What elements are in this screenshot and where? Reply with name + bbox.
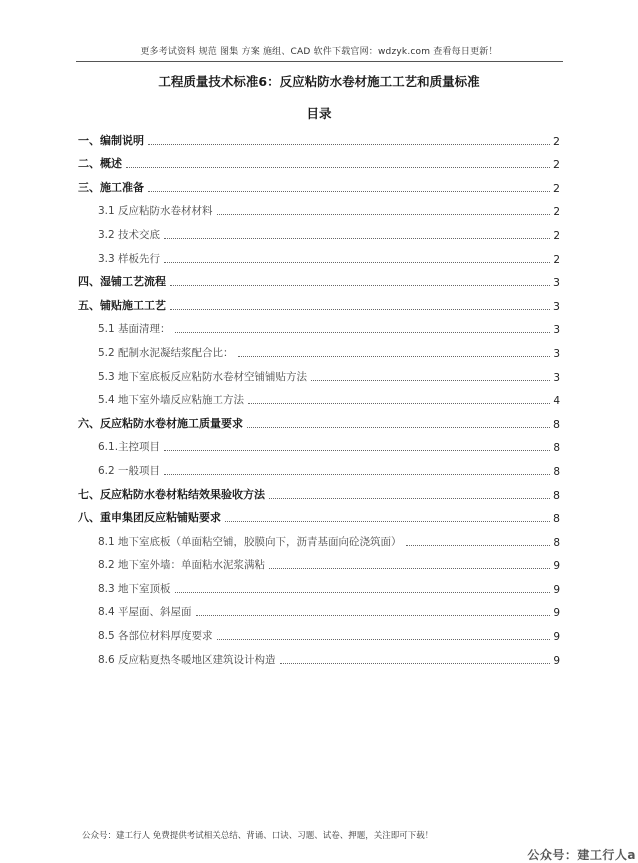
toc-dot-leader [248, 403, 550, 404]
document-title: 工程质量技术标准6：反应粘防水卷材施工工艺和质量标准 [158, 74, 480, 89]
toc-entry-label: 三、施工准备 [78, 180, 144, 194]
toc-entry-page-number: 2 [553, 253, 560, 266]
toc-entry-page-number: 9 [553, 560, 560, 573]
toc-entry-page-number: 8 [553, 442, 560, 455]
toc-entry[interactable] [78, 478, 560, 502]
toc-dot-leader [269, 568, 550, 569]
toc-entry-label: 8.2 地下室外墙：单面粘水泥浆满粘 [98, 559, 266, 572]
header-divider [76, 61, 563, 62]
toc-entry-label: 七、反应粘防水卷材粘结效果验收方法 [78, 487, 265, 501]
table-of-contents [78, 124, 560, 667]
toc-entry[interactable] [78, 289, 560, 313]
toc-heading: 目录 [306, 106, 332, 121]
toc-entry-label: 5.4 地下室外墙反应粘施工方法 [98, 394, 245, 407]
toc-entry-label: 8.1 地下室底板（单面粘空铺，胶膜向下，沥青基面向砼浇筑面） [98, 535, 402, 548]
toc-entry[interactable] [78, 596, 560, 620]
toc-dot-leader [280, 663, 551, 664]
toc-dot-leader [196, 615, 551, 616]
toc-entry-label: 3.2 技术交底 [98, 228, 161, 241]
toc-entry-label: 一、编制说明 [78, 133, 144, 147]
toc-entry-label: 5.2 配制水泥凝结浆配合比： [98, 346, 234, 359]
toc-entry-label: 8.3 地下室顶板 [98, 582, 171, 595]
toc-entry-page-number: 2 [553, 158, 560, 172]
toc-entry-page-number: 8 [553, 512, 560, 526]
toc-dot-leader [175, 332, 551, 333]
toc-entry[interactable] [78, 525, 560, 549]
toc-dot-leader [269, 498, 550, 499]
toc-entry-page-number: 9 [553, 631, 560, 644]
toc-entry[interactable] [78, 619, 560, 643]
toc-dot-leader [175, 592, 551, 593]
toc-entry[interactable] [78, 218, 560, 242]
toc-entry-page-number: 2 [553, 181, 560, 195]
toc-entry-page-number: 2 [553, 229, 560, 242]
toc-entry-page-number: 4 [553, 395, 560, 408]
toc-entry[interactable] [78, 195, 560, 219]
toc-dot-leader [164, 474, 550, 475]
toc-entry-label: 6.1.主控项目 [98, 441, 161, 454]
toc-entry-page-number: 8 [553, 536, 560, 549]
toc-entry-label: 8.5 各部位材料厚度要求 [98, 630, 213, 643]
toc-entry[interactable] [78, 454, 560, 478]
toc-dot-leader [164, 262, 550, 263]
toc-dot-leader [225, 521, 550, 522]
toc-entry[interactable] [78, 384, 560, 408]
toc-entry-page-number: 3 [553, 371, 560, 384]
toc-entry-page-number: 8 [553, 465, 560, 478]
toc-dot-leader [126, 167, 550, 168]
toc-entry-page-number: 2 [553, 134, 560, 148]
toc-entry-page-number: 2 [553, 206, 560, 219]
footer-note: 公众号：建工行人 免费提供考试相关总结、背诵、口诀、习题、试卷、押题，关注即可下载！ [82, 831, 434, 841]
toc-dot-leader [238, 356, 551, 357]
toc-dot-leader [170, 285, 550, 286]
toc-dot-leader [148, 144, 550, 145]
toc-entry-page-number: 3 [553, 347, 560, 360]
toc-entry[interactable] [78, 336, 560, 360]
header-note: 更多考试资料 规范 图集 方案 施组、CAD 软件下载官网：wdzyk.com 查看每日更新！ [140, 47, 498, 57]
toc-entry-label: 五、铺贴施工工艺 [78, 298, 166, 312]
toc-dot-leader [148, 191, 550, 192]
toc-entry[interactable] [78, 572, 560, 596]
toc-dot-leader [311, 380, 550, 381]
toc-entry[interactable] [78, 124, 560, 148]
toc-entry[interactable] [78, 407, 560, 431]
toc-entry-label: 5.3 地下室底板反应粘防水卷材空铺铺贴方法 [98, 370, 308, 383]
toc-entry-label: 3.1 反应粘防水卷材材料 [98, 205, 213, 218]
toc-entry[interactable] [78, 171, 560, 195]
toc-dot-leader [217, 214, 551, 215]
toc-dot-leader [164, 450, 550, 451]
toc-entry-label: 八、重申集团反应粘铺贴要求 [78, 511, 221, 525]
toc-entry-page-number: 3 [553, 276, 560, 290]
toc-dot-leader [406, 545, 551, 546]
toc-entry[interactable] [78, 242, 560, 266]
toc-entry-page-number: 9 [553, 583, 560, 596]
toc-entry[interactable] [78, 266, 560, 290]
toc-entry[interactable] [78, 502, 560, 526]
toc-entry[interactable] [78, 549, 560, 573]
toc-entry-page-number: 8 [553, 488, 560, 502]
toc-entry-label: 8.4 平屋面、斜屋面 [98, 606, 192, 619]
toc-entry-label: 6.2 一般项目 [98, 464, 161, 477]
toc-entry-label: 8.6 反应粘夏热冬暖地区建筑设计构造 [98, 653, 276, 666]
toc-entry[interactable] [78, 360, 560, 384]
toc-entry[interactable] [78, 313, 560, 337]
toc-entry-page-number: 9 [553, 607, 560, 620]
toc-dot-leader [164, 238, 550, 239]
toc-dot-leader [247, 427, 550, 428]
watermark: 公众号：建工行人a [527, 848, 636, 862]
toc-entry-page-number: 3 [553, 299, 560, 313]
toc-entry-page-number: 9 [553, 654, 560, 667]
toc-entry-label: 四、湿铺工艺流程 [78, 275, 166, 289]
toc-entry-label: 3.3 样板先行 [98, 252, 161, 265]
toc-entry-label: 六、反应粘防水卷材施工质量要求 [78, 416, 243, 430]
toc-entry-page-number: 8 [553, 417, 560, 431]
toc-dot-leader [217, 639, 551, 640]
toc-entry-label: 5.1 基面清理： [98, 323, 171, 336]
toc-entry[interactable] [78, 643, 560, 667]
toc-entry-label: 二、概述 [78, 157, 122, 171]
toc-entry[interactable] [78, 431, 560, 455]
toc-entry-page-number: 3 [553, 324, 560, 337]
toc-entry[interactable] [78, 148, 560, 172]
toc-dot-leader [170, 309, 550, 310]
